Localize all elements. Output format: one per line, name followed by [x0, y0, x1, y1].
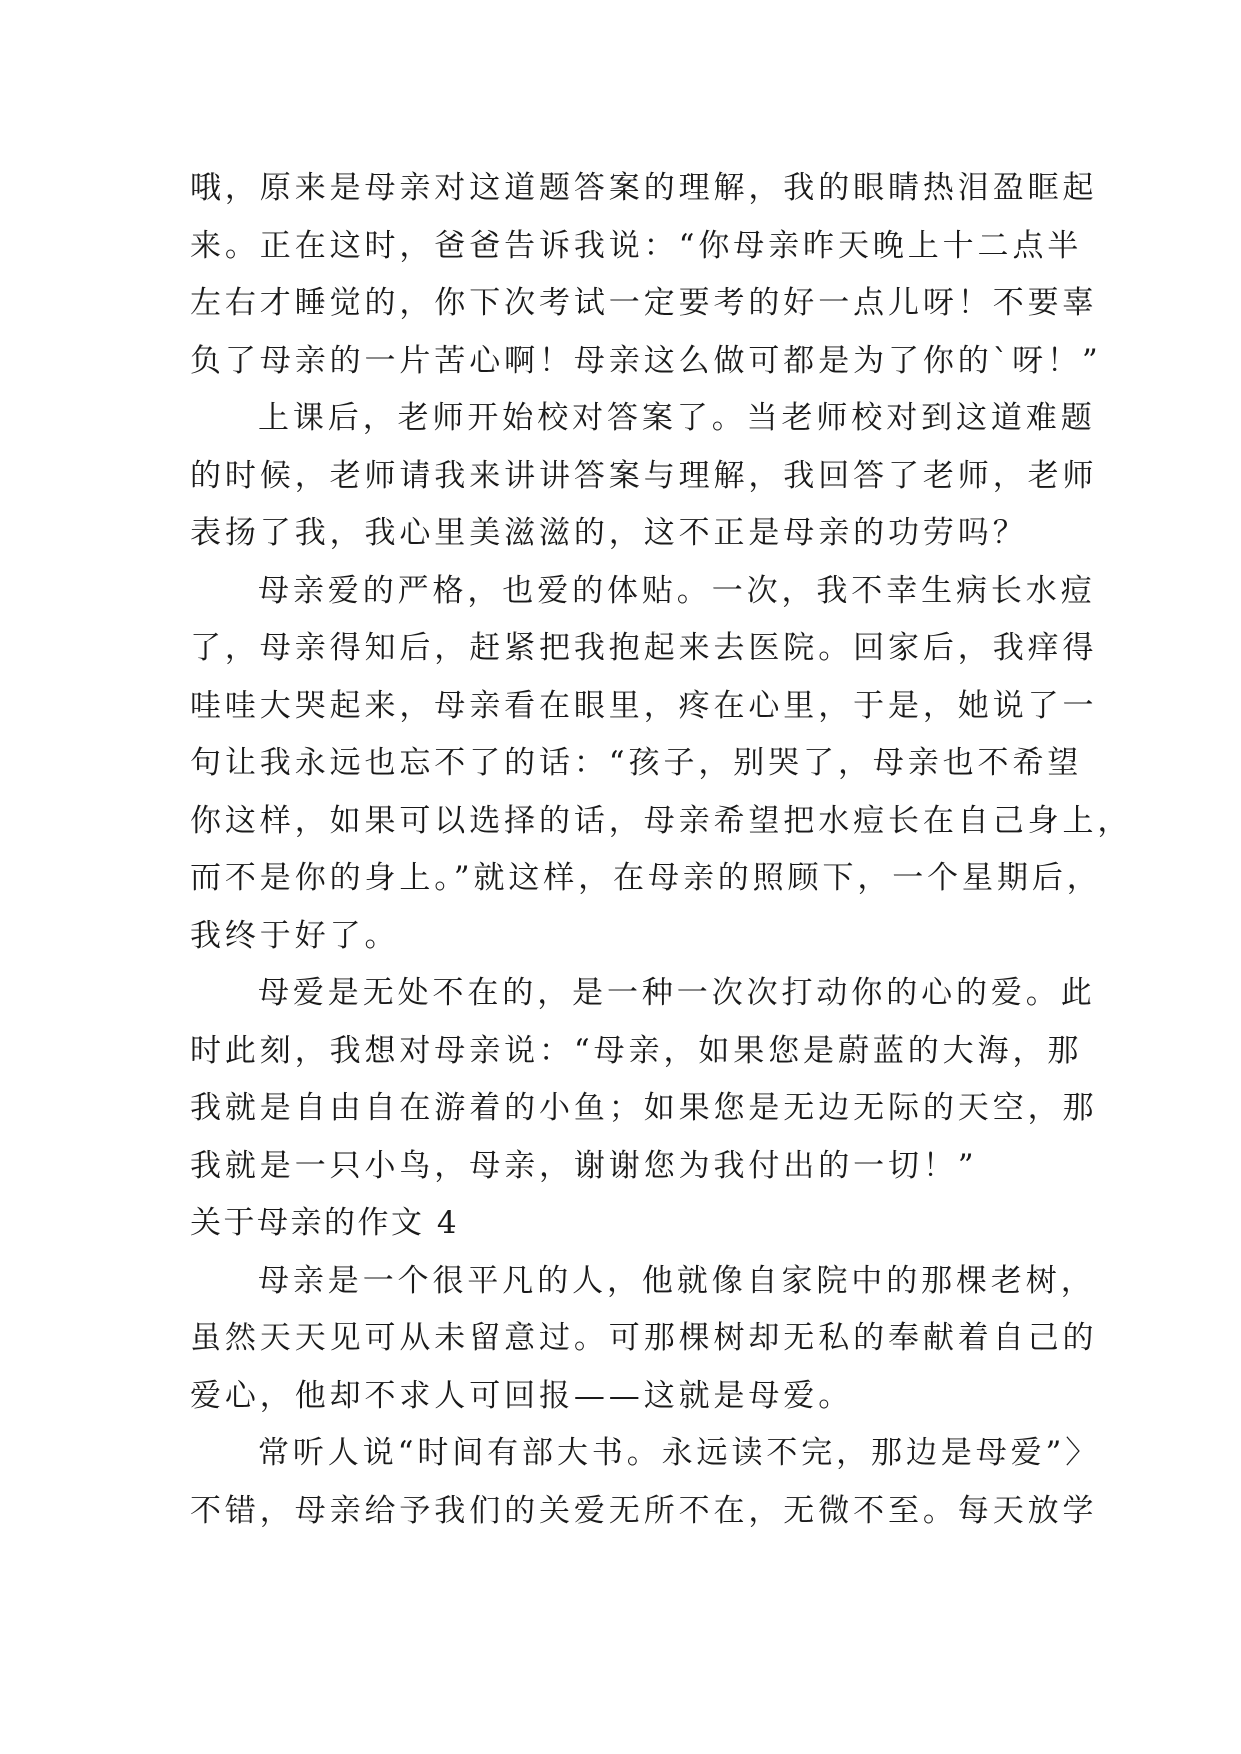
paragraph-first-line: 母亲是一个很平凡的人，他就像自家院中的那棵老树， [258, 1262, 1096, 1299]
text-line: 负了母亲的一片苦心啊！母亲这么做可都是为了你的`呀！” [190, 342, 1102, 379]
section-heading: 关于母亲的作文 4 [190, 1205, 460, 1241]
text-line: 虽然天天见可从未留意过。可那棵树却无私的奉献着自己的 [190, 1320, 1098, 1356]
text-line: 你这样，如果可以选择的话，母亲希望把水痘长在自己身上， [190, 802, 1133, 839]
text-line: 我就是一只小鸟，母亲，谢谢您为我付出的一切！” [190, 1147, 978, 1184]
text-line: 句让我永远也忘不了的话：“孩子，别哭了，母亲也不希望 [190, 745, 1083, 781]
text-line: 的时候，老师请我来讲讲答案与理解，我回答了老师，老师 [190, 457, 1098, 494]
paragraph-first-line: 上课后，老师开始校对答案了。当老师校对到这道难题 [258, 400, 1096, 436]
paragraph-first-line: 常听人说“时间有部大书。永远读不完，那边是母爱”〉 [258, 1435, 1101, 1471]
text-line: 哦，原来是母亲对这道题答案的理解，我的眼睛热泪盈眶起 [190, 170, 1098, 206]
document-body [190, 160, 1133, 1540]
paragraph-first-line: 母亲爱的严格，也爱的体贴。一次，我不幸生病长水痘 [258, 572, 1096, 609]
text-line: 爱心，他却不求人可回报——这就是母爱。 [190, 1377, 854, 1414]
text-line: 不错，母亲给予我们的关爱无所不在，无微不至。每天放学 [190, 1492, 1098, 1529]
text-line: 了，母亲得知后，赶紧把我抱起来去医院。回家后，我痒得 [190, 630, 1098, 666]
text-line: 来。正在这时，爸爸告诉我说：“你母亲昨天晚上十二点半 [190, 227, 1083, 264]
text-line: 我终于好了。 [190, 917, 400, 954]
text-line: 表扬了我，我心里美滋滋的，这不正是母亲的功劳吗？ [190, 515, 1028, 551]
text-line: 时此刻，我想对母亲说：“母亲，如果您是蔚蓝的大海，那 [190, 1032, 1083, 1069]
text-line: 哇哇大哭起来，母亲看在眼里，疼在心里，于是，她说了一 [190, 687, 1098, 724]
paragraph-first-line: 母爱是无处不在的，是一种一次次打动你的心的爱。此 [258, 975, 1096, 1011]
text-line: 左右才睡觉的，你下次考试一定要考的好一点儿呀！不要辜 [190, 285, 1098, 321]
text-line: 我就是自由自在游着的小鱼；如果您是无边无际的天空，那 [190, 1090, 1098, 1126]
text-line: 而不是你的身上。”就这样，在母亲的照顾下，一个星期后， [190, 860, 1102, 896]
